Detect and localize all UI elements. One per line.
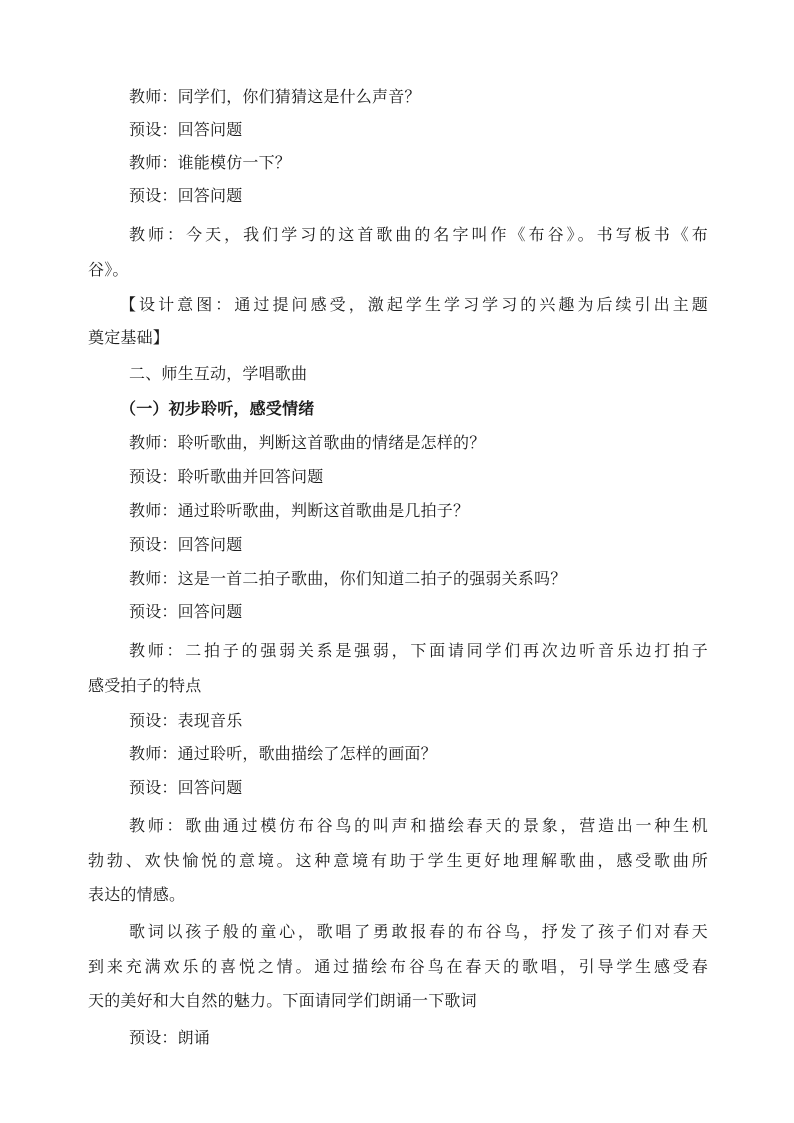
text-line-2: 预设：回答问题 xyxy=(129,120,243,139)
text-line-24: 表达的情感。 xyxy=(88,885,186,904)
text-line-18: 感受拍子的特点 xyxy=(88,676,202,695)
text-line-20: 教师：通过聆听，歌曲描绘了怎样的画面？ xyxy=(129,744,437,763)
text-line-12: 预设：聆听歌曲并回答问题 xyxy=(129,467,324,486)
text-line-11: 教师：聆听歌曲，判断这首歌曲的情绪是怎样的？ xyxy=(129,433,486,452)
text-line-23: 勃勃、欢快愉悦的意境。这种意境有助于学生更好地理解歌曲，感受歌曲所 xyxy=(88,851,708,870)
text-line-26: 到来充满欢乐的喜悦之情。通过描绘布谷鸟在春天的歌唱，引导学生感受春 xyxy=(88,957,708,976)
text-line-1: 教师：同学们，你们猜猜这是什么声音？ xyxy=(129,87,421,106)
text-line-3: 教师：谁能模仿一下？ xyxy=(129,153,292,172)
subsection-heading: （一）初步聆听，感受情绪 xyxy=(120,399,315,418)
text-line-5: 教师：今天，我们学习的这首歌曲的名字叫作《布谷》。书写板书《布 xyxy=(129,225,708,244)
text-line-21: 预设：回答问题 xyxy=(129,778,243,797)
design-intent-line-2: 奠定基础】 xyxy=(88,328,170,347)
text-line-6: 谷》。 xyxy=(88,260,129,279)
text-line-27: 天的美好和大自然的魅力。下面请同学们朗诵一下歌词 xyxy=(88,991,477,1010)
text-line-25: 歌词以孩子般的童心，歌唱了勇敢报春的布谷鸟，抒发了孩子们对春天 xyxy=(129,922,708,941)
text-line-17: 教师：二拍子的强弱关系是强弱，下面请同学们再次边听音乐边打拍子 xyxy=(129,641,708,660)
text-line-22: 教师：歌曲通过模仿布谷鸟的叫声和描绘春天的景象，营造出一种生机 xyxy=(129,816,708,835)
text-line-19: 预设：表现音乐 xyxy=(129,711,243,730)
text-line-13: 教师：通过聆听歌曲，判断这首歌曲是几拍子？ xyxy=(129,501,470,520)
text-line-15: 教师：这是一首二拍子歌曲，你们知道二拍子的强弱关系吗？ xyxy=(129,569,567,588)
text-line-16: 预设：回答问题 xyxy=(129,602,243,621)
text-line-4: 预设：回答问题 xyxy=(129,186,243,205)
text-line-28: 预设：朗诵 xyxy=(129,1028,211,1047)
section-heading: 二、师生互动，学唱歌曲 xyxy=(129,364,308,383)
text-line-14: 预设：回答问题 xyxy=(129,535,243,554)
design-intent-line-1: 【设计意图：通过提问感受，激起学生学习学习的兴趣为后续引出主题 xyxy=(120,295,708,314)
